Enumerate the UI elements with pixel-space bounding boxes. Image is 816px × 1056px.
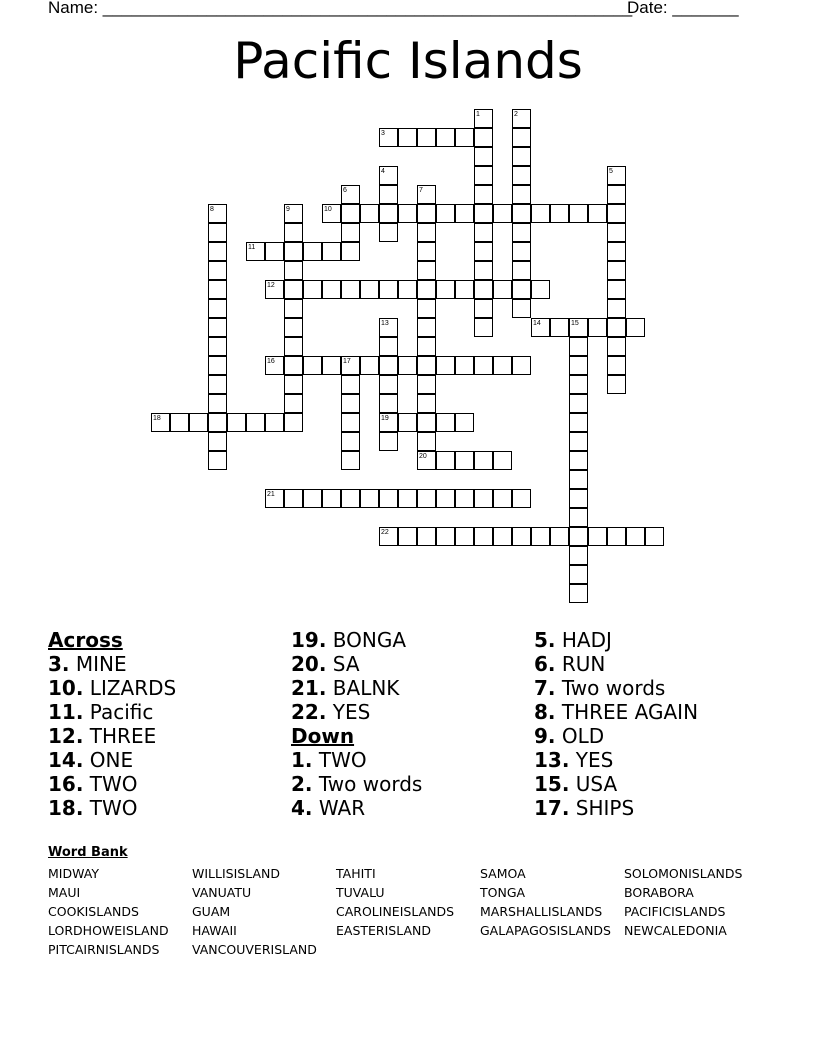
grid-cell[interactable]	[341, 413, 360, 432]
grid-cell[interactable]	[569, 508, 588, 527]
grid-cell[interactable]	[531, 527, 550, 546]
grid-cell[interactable]	[284, 242, 303, 261]
clue-item	[48, 796, 288, 820]
grid-cell[interactable]	[208, 280, 227, 299]
grid-cell[interactable]	[512, 280, 531, 299]
grid-cell[interactable]	[474, 489, 493, 508]
clue-text: OLD	[555, 724, 605, 748]
word-bank-column	[624, 864, 742, 940]
clue-item	[291, 628, 531, 652]
grid-cell[interactable]	[417, 337, 436, 356]
grid-cell[interactable]	[265, 413, 284, 432]
grid-cell[interactable]	[284, 299, 303, 318]
grid-cell[interactable]	[512, 299, 531, 318]
grid-cell[interactable]	[208, 299, 227, 318]
clue-item	[48, 724, 288, 748]
grid-cell[interactable]	[436, 280, 455, 299]
grid-cell[interactable]	[607, 185, 626, 204]
grid-cell[interactable]	[531, 280, 550, 299]
grid-cell[interactable]	[170, 413, 189, 432]
clue-number-label: 9.	[534, 724, 556, 748]
grid-cell[interactable]	[417, 527, 436, 546]
grid-cell[interactable]	[379, 356, 398, 375]
grid-cell[interactable]	[208, 337, 227, 356]
grid-cell[interactable]	[436, 128, 455, 147]
grid-cell[interactable]	[588, 527, 607, 546]
clue-number: 14	[533, 320, 541, 327]
clue-text: MINE	[69, 652, 127, 676]
grid-cell[interactable]	[569, 527, 588, 546]
clue-number-label: 14.	[48, 748, 84, 772]
grid-cell[interactable]	[341, 432, 360, 451]
grid-cell[interactable]	[341, 223, 360, 242]
clue-number: 22	[381, 529, 389, 536]
grid-cell[interactable]	[417, 128, 436, 147]
grid-cell[interactable]	[607, 356, 626, 375]
grid-cell[interactable]	[569, 432, 588, 451]
grid-cell[interactable]	[303, 280, 322, 299]
grid-cell[interactable]	[436, 204, 455, 223]
clue-item	[534, 748, 774, 772]
grid-cell[interactable]	[512, 242, 531, 261]
clue-number-label: 21.	[291, 676, 327, 700]
word-bank-item: GUAM	[192, 904, 231, 919]
clue-number: 5	[609, 168, 613, 175]
grid-cell[interactable]	[512, 147, 531, 166]
word-bank-item: VANUATU	[192, 885, 252, 900]
grid-cell[interactable]	[512, 261, 531, 280]
grid-cell[interactable]	[284, 394, 303, 413]
clue-text: Pacific	[83, 700, 154, 724]
grid-cell[interactable]	[341, 451, 360, 470]
clue-text: Two words	[312, 772, 423, 796]
grid-cell[interactable]	[303, 489, 322, 508]
grid-cell[interactable]	[493, 489, 512, 508]
grid-cell[interactable]	[550, 527, 569, 546]
grid-cell[interactable]	[208, 413, 227, 432]
grid-cell[interactable]	[512, 223, 531, 242]
grid-cell[interactable]	[398, 489, 417, 508]
grid-cell[interactable]	[436, 413, 455, 432]
grid-cell[interactable]	[417, 432, 436, 451]
grid-cell[interactable]	[607, 299, 626, 318]
grid-cell[interactable]	[512, 204, 531, 223]
grid-cell[interactable]	[208, 318, 227, 337]
grid-cell[interactable]	[436, 527, 455, 546]
grid-cell[interactable]	[284, 223, 303, 242]
word-bank-item: PITCAIRNISLANDS	[48, 942, 160, 957]
clue-number: 10	[324, 206, 332, 213]
grid-cell[interactable]	[493, 204, 512, 223]
grid-cell[interactable]	[474, 318, 493, 337]
clue-number: 15	[571, 320, 579, 327]
grid-cell[interactable]	[607, 527, 626, 546]
grid-cell[interactable]	[398, 204, 417, 223]
grid-cell[interactable]	[417, 299, 436, 318]
clue-text: TWO	[83, 772, 138, 796]
clue-number: 20	[419, 453, 427, 460]
grid-cell[interactable]	[512, 527, 531, 546]
clue-text: BALNK	[326, 676, 400, 700]
grid-cell[interactable]	[512, 356, 531, 375]
down-heading: Down	[291, 724, 355, 748]
grid-cell[interactable]	[607, 242, 626, 261]
grid-cell[interactable]	[474, 147, 493, 166]
page-title: Pacific Islands	[233, 32, 583, 90]
clue-item	[291, 652, 531, 676]
clue-number-label: 10.	[48, 676, 84, 700]
clue-item	[534, 676, 774, 700]
clue-number: 21	[267, 491, 275, 498]
grid-cell[interactable]	[607, 318, 626, 337]
grid-cell[interactable]	[208, 356, 227, 375]
grid-cell[interactable]	[512, 185, 531, 204]
clue-text: SA	[326, 652, 360, 676]
word-bank-item: TUVALU	[336, 885, 385, 900]
across-heading: Across	[48, 628, 123, 652]
clue-number-label: 20.	[291, 652, 327, 676]
grid-cell[interactable]	[379, 280, 398, 299]
grid-cell[interactable]	[474, 299, 493, 318]
grid-cell[interactable]	[284, 280, 303, 299]
clue-number: 2	[514, 111, 518, 118]
clue-text: LIZARDS	[83, 676, 177, 700]
word-bank-item: EASTERISLAND	[336, 923, 432, 938]
clue-number-label: 4.	[291, 796, 313, 820]
grid-cell[interactable]	[398, 280, 417, 299]
grid-cell[interactable]	[512, 128, 531, 147]
grid-cell[interactable]	[569, 451, 588, 470]
word-bank-item: MARSHALLISLANDS	[480, 904, 603, 919]
grid-cell[interactable]	[417, 261, 436, 280]
grid-cell[interactable]	[284, 489, 303, 508]
grid-cell[interactable]	[379, 432, 398, 451]
grid-cell[interactable]	[474, 185, 493, 204]
clue-text: YES	[569, 748, 614, 772]
clue-number-label: 11.	[48, 700, 84, 724]
clue-number: 4	[381, 168, 385, 175]
grid-cell[interactable]	[360, 356, 379, 375]
grid-cell[interactable]	[607, 223, 626, 242]
grid-cell[interactable]	[455, 356, 474, 375]
grid-cell[interactable]	[550, 204, 569, 223]
grid-cell[interactable]	[284, 356, 303, 375]
clue-item	[48, 772, 288, 796]
grid-cell[interactable]	[398, 527, 417, 546]
clue-item	[534, 724, 774, 748]
word-bank-title: Word Bank	[48, 845, 128, 860]
word-bank-item: SOLOMONISLANDS	[624, 866, 743, 881]
grid-cell[interactable]	[341, 280, 360, 299]
grid-cell[interactable]	[493, 356, 512, 375]
grid-cell[interactable]	[417, 223, 436, 242]
grid-cell[interactable]	[607, 375, 626, 394]
grid-cell[interactable]	[569, 565, 588, 584]
grid-cell[interactable]	[474, 166, 493, 185]
grid-cell[interactable]	[398, 413, 417, 432]
clue-number: 17	[343, 358, 351, 365]
clue-number: 3	[381, 130, 385, 137]
grid-cell[interactable]	[512, 489, 531, 508]
clue-item	[534, 652, 774, 676]
grid-cell[interactable]	[322, 280, 341, 299]
clue-item	[291, 700, 531, 724]
word-bank-column	[48, 864, 169, 959]
grid-cell[interactable]	[474, 356, 493, 375]
grid-cell[interactable]	[303, 356, 322, 375]
clue-item	[48, 676, 288, 700]
word-bank-item: NEWCALEDONIA	[624, 923, 727, 938]
grid-cell[interactable]	[474, 280, 493, 299]
date-field[interactable]: Date: _______	[627, 0, 739, 17]
grid-cell[interactable]	[341, 489, 360, 508]
grid-cell[interactable]	[493, 280, 512, 299]
word-bank-item: CAROLINEISLANDS	[336, 904, 455, 919]
grid-cell[interactable]	[208, 223, 227, 242]
grid-cell[interactable]	[284, 261, 303, 280]
grid-cell[interactable]	[550, 318, 569, 337]
grid-cell[interactable]	[322, 242, 341, 261]
grid-cell[interactable]	[341, 375, 360, 394]
grid-cell[interactable]	[227, 413, 246, 432]
clue-number-label: 12.	[48, 724, 84, 748]
grid-cell[interactable]	[189, 413, 208, 432]
grid-cell[interactable]	[208, 242, 227, 261]
word-bank-item: TAHITI	[336, 866, 376, 881]
grid-cell[interactable]	[436, 489, 455, 508]
clues-column-1	[48, 628, 288, 820]
clue-number: 1	[476, 111, 480, 118]
grid-cell[interactable]	[588, 204, 607, 223]
grid-cell[interactable]	[569, 204, 588, 223]
clue-number-label: 19.	[291, 628, 327, 652]
grid-cell[interactable]	[436, 356, 455, 375]
grid-cell[interactable]	[379, 204, 398, 223]
clue-number-label: 6.	[534, 652, 556, 676]
clues-column-3	[534, 628, 774, 820]
word-bank-item: COOKISLANDS	[48, 904, 139, 919]
grid-cell[interactable]	[455, 204, 474, 223]
grid-cell[interactable]	[569, 413, 588, 432]
grid-cell[interactable]	[284, 318, 303, 337]
grid-cell[interactable]	[493, 527, 512, 546]
grid-cell[interactable]	[626, 318, 645, 337]
grid-cell[interactable]	[474, 242, 493, 261]
grid-cell[interactable]	[569, 375, 588, 394]
clue-number-label: 18.	[48, 796, 84, 820]
grid-cell[interactable]	[512, 166, 531, 185]
grid-cell[interactable]	[398, 356, 417, 375]
clue-number-label: 16.	[48, 772, 84, 796]
clue-number: 7	[419, 187, 423, 194]
clue-number: 8	[210, 206, 214, 213]
grid-cell[interactable]	[436, 451, 455, 470]
clue-number-label: 7.	[534, 676, 556, 700]
grid-cell[interactable]	[455, 280, 474, 299]
grid-cell[interactable]	[569, 489, 588, 508]
clue-item	[291, 676, 531, 700]
grid-cell[interactable]	[284, 337, 303, 356]
clue-item	[48, 652, 288, 676]
clue-number: 19	[381, 415, 389, 422]
clue-number: 6	[343, 187, 347, 194]
clue-text: TWO	[312, 748, 367, 772]
grid-cell[interactable]	[531, 204, 550, 223]
grid-cell[interactable]	[398, 128, 417, 147]
grid-cell[interactable]	[208, 261, 227, 280]
grid-cell[interactable]	[379, 489, 398, 508]
grid-cell[interactable]	[379, 223, 398, 242]
grid-cell[interactable]	[474, 223, 493, 242]
clue-number-label: 13.	[534, 748, 570, 772]
grid-cell[interactable]	[455, 451, 474, 470]
clues-column-2	[291, 628, 531, 820]
clue-item	[534, 700, 774, 724]
word-bank-column	[480, 864, 611, 940]
grid-cell[interactable]	[569, 356, 588, 375]
grid-cell[interactable]	[303, 242, 322, 261]
grid-cell[interactable]	[417, 489, 436, 508]
word-bank-column	[336, 864, 454, 940]
grid-cell[interactable]	[417, 413, 436, 432]
word-bank-item: PACIFICISLANDS	[624, 904, 726, 919]
grid-cell[interactable]	[588, 318, 607, 337]
clue-item	[291, 772, 531, 796]
grid-cell[interactable]	[417, 242, 436, 261]
grid-cell[interactable]	[379, 337, 398, 356]
name-field[interactable]: Name: ________________________________________________________	[48, 0, 633, 17]
grid-cell[interactable]	[474, 261, 493, 280]
clue-text: USA	[569, 772, 618, 796]
grid-cell[interactable]	[474, 128, 493, 147]
grid-cell[interactable]	[455, 128, 474, 147]
grid-cell[interactable]	[360, 204, 379, 223]
clue-text: Two words	[555, 676, 666, 700]
clue-number: 11	[248, 244, 256, 251]
grid-cell[interactable]	[455, 489, 474, 508]
grid-cell[interactable]	[208, 451, 227, 470]
clue-text: THREE AGAIN	[555, 700, 699, 724]
clue-number: 18	[153, 415, 161, 422]
clue-number-label: 22.	[291, 700, 327, 724]
clue-text: THREE	[83, 724, 157, 748]
grid-cell[interactable]	[607, 337, 626, 356]
word-bank-item: BORABORA	[624, 885, 694, 900]
clue-item	[534, 772, 774, 796]
clue-number-label: 17.	[534, 796, 570, 820]
grid-cell[interactable]	[474, 204, 493, 223]
grid-cell[interactable]	[417, 204, 436, 223]
grid-cell[interactable]	[208, 394, 227, 413]
grid-cell[interactable]	[607, 204, 626, 223]
grid-cell[interactable]	[417, 394, 436, 413]
grid-cell[interactable]	[417, 280, 436, 299]
clue-text: ONE	[83, 748, 134, 772]
grid-cell[interactable]	[379, 394, 398, 413]
grid-cell[interactable]	[417, 375, 436, 394]
word-bank-item: MAUI	[48, 885, 81, 900]
clue-number-label: 8.	[534, 700, 556, 724]
clue-text: RUN	[555, 652, 606, 676]
grid-cell[interactable]	[607, 261, 626, 280]
word-bank-item: MIDWAY	[48, 866, 99, 881]
grid-cell[interactable]	[360, 489, 379, 508]
grid-cell[interactable]	[607, 280, 626, 299]
word-bank-column	[192, 864, 317, 959]
grid-cell[interactable]	[569, 584, 588, 603]
grid-cell[interactable]	[455, 413, 474, 432]
grid-cell[interactable]	[474, 527, 493, 546]
clue-text: SHIPS	[569, 796, 635, 820]
clue-item	[534, 796, 774, 820]
grid-cell[interactable]	[265, 242, 284, 261]
word-bank-item: WILLISISLAND	[192, 866, 280, 881]
grid-cell[interactable]	[208, 375, 227, 394]
grid-cell[interactable]	[417, 318, 436, 337]
grid-cell[interactable]	[569, 470, 588, 489]
clue-number: 9	[286, 206, 290, 213]
clue-item	[48, 748, 288, 772]
grid-cell[interactable]	[645, 527, 664, 546]
grid-cell[interactable]	[569, 394, 588, 413]
grid-cell[interactable]	[341, 204, 360, 223]
grid-cell[interactable]	[341, 242, 360, 261]
grid-cell[interactable]	[455, 527, 474, 546]
grid-cell[interactable]	[569, 337, 588, 356]
grid-cell[interactable]	[246, 413, 265, 432]
word-bank-item: HAWAII	[192, 923, 237, 938]
clue-item	[291, 748, 531, 772]
clue-number: 13	[381, 320, 389, 327]
clue-text: HADJ	[555, 628, 612, 652]
grid-cell[interactable]	[474, 451, 493, 470]
grid-cell[interactable]	[379, 375, 398, 394]
grid-cell[interactable]	[341, 394, 360, 413]
word-bank-item: LORDHOWEISLAND	[48, 923, 169, 938]
clue-item	[291, 796, 531, 820]
grid-cell[interactable]	[208, 432, 227, 451]
grid-cell[interactable]	[379, 185, 398, 204]
grid-cell[interactable]	[322, 489, 341, 508]
grid-cell[interactable]	[360, 280, 379, 299]
word-bank-item: VANCOUVERISLAND	[192, 942, 317, 957]
clue-text: WAR	[312, 796, 366, 820]
grid-cell[interactable]	[284, 413, 303, 432]
clue-number-label: 5.	[534, 628, 556, 652]
clue-number: 12	[267, 282, 275, 289]
clue-text: BONGA	[326, 628, 407, 652]
word-bank-item: SAMOA	[480, 866, 526, 881]
clue-text: YES	[326, 700, 371, 724]
grid-cell[interactable]	[626, 527, 645, 546]
grid-cell[interactable]	[417, 356, 436, 375]
clue-number: 16	[267, 358, 275, 365]
word-bank-item: TONGA	[480, 885, 526, 900]
grid-cell[interactable]	[493, 451, 512, 470]
clue-item	[48, 700, 288, 724]
clue-number-label: 3.	[48, 652, 70, 676]
word-bank-item: GALAPAGOSISLANDS	[480, 923, 611, 938]
grid-cell[interactable]	[284, 375, 303, 394]
clue-item	[534, 628, 774, 652]
clue-number-label: 15.	[534, 772, 570, 796]
grid-cell[interactable]	[569, 546, 588, 565]
clue-text: TWO	[83, 796, 138, 820]
clue-number-label: 1.	[291, 748, 313, 772]
grid-cell[interactable]	[322, 356, 341, 375]
clue-number-label: 2.	[291, 772, 313, 796]
